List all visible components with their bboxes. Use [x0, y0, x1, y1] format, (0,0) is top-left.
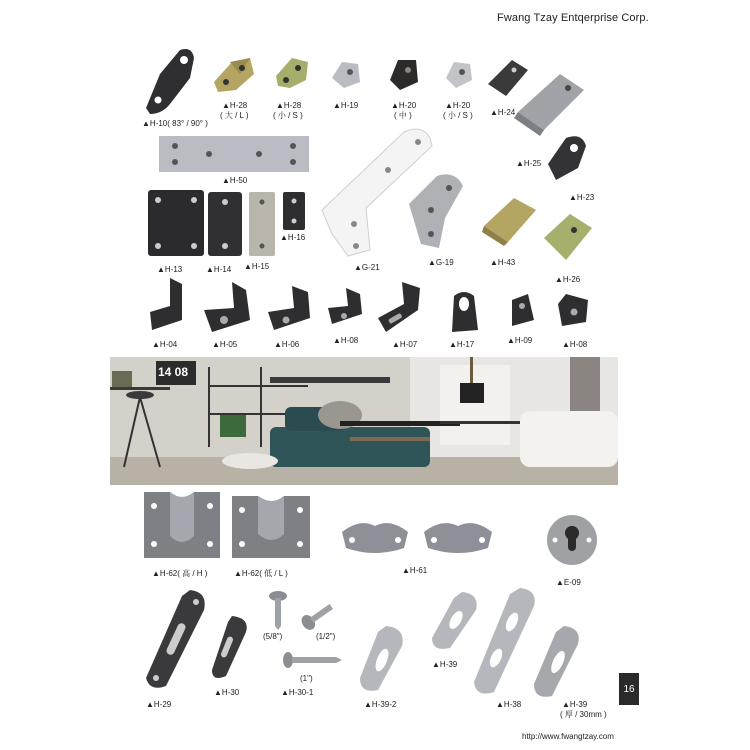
label-h25: ▲H-25 — [516, 159, 542, 168]
label-h08-alt: ▲H-08 — [562, 340, 588, 349]
label-h62-high: ▲H-62( 高 / H ) — [152, 569, 208, 578]
label-h28-large: ▲H-28 — [222, 101, 248, 110]
bracket-h04-image — [148, 276, 186, 334]
label-h23: ▲H-23 — [569, 193, 595, 202]
label-h19: ▲H-19 — [333, 101, 359, 110]
label-h08: ▲H-08 — [333, 336, 359, 345]
hanger-h30-image — [208, 614, 252, 682]
screw-1-2-image — [298, 598, 340, 632]
label-h28-large-size: ( 大 / L ) — [220, 111, 249, 120]
label-h26: ▲H-26 — [555, 275, 581, 284]
bracket-h09-image — [506, 292, 538, 330]
label-h09: ▲H-09 — [507, 336, 533, 345]
website-url[interactable]: http://www.fwangtzay.com — [522, 732, 614, 741]
plate-h15-image — [249, 192, 275, 256]
label-h62-low: ▲H-62( 低 / L ) — [234, 569, 288, 578]
bracket-h07-image — [376, 280, 428, 336]
label-h38: ▲H-38 — [496, 700, 522, 709]
label-h14: ▲H-14 — [206, 265, 232, 274]
screw-5-8-image — [266, 590, 290, 630]
plate-h50-image — [159, 136, 309, 172]
label-h39: ▲H-39 — [432, 660, 458, 669]
label-h13: ▲H-13 — [157, 265, 183, 274]
bracket-h26-image — [540, 208, 596, 268]
label-h07: ▲H-07 — [392, 340, 418, 349]
label-h39-2: ▲H-39-2 — [364, 700, 397, 709]
hanger-h39-thick-image — [530, 624, 584, 700]
screw-1-inch-image — [282, 650, 342, 670]
hanger-h62-high-image — [144, 492, 220, 558]
hanger-h61-b-image — [422, 518, 494, 556]
label-h06: ▲H-06 — [274, 340, 300, 349]
label-h16: ▲H-16 — [280, 233, 306, 242]
label-h28-small: ▲H-28 — [276, 101, 302, 110]
bracket-h23-image — [542, 128, 590, 184]
label-h50: ▲H-50 — [222, 176, 248, 185]
bracket-h20-small-image — [442, 56, 476, 92]
label-h28-small-size: ( 小 / S ) — [273, 111, 303, 120]
bracket-h28-large-image — [210, 52, 258, 94]
hanger-h61-a-image — [340, 518, 410, 556]
label-h05: ▲H-05 — [212, 340, 238, 349]
hanger-h39-2-image — [356, 624, 408, 694]
bracket-h17-image — [446, 288, 482, 338]
label-screw-1: (1") — [300, 674, 313, 683]
bracket-h20-medium-image — [386, 54, 422, 94]
wall-clock: 14 08 — [158, 365, 189, 379]
plate-h14-image — [208, 192, 242, 256]
label-screw-1-2: (1/2") — [316, 632, 336, 641]
label-g19: ▲G-19 — [428, 258, 454, 267]
company-name: Fwang Tzay Entqerprise Corp. — [497, 12, 649, 24]
plate-h16-image — [283, 192, 305, 230]
bracket-h06-image — [266, 282, 316, 334]
label-h30: ▲H-30 — [214, 688, 240, 697]
page-number: 16 — [619, 673, 639, 705]
label-h20-small-size: ( 小 / S ) — [443, 111, 473, 120]
label-h39-thick: ▲H-39 — [562, 700, 588, 709]
label-h24: ▲H-24 — [490, 108, 516, 117]
label-h20-medium: ▲H-20 — [391, 101, 417, 110]
label-h10: ▲H-10( 83° / 90° ) — [142, 119, 208, 128]
label-h39-thick-size: ( 厚 / 30mm ) — [560, 710, 607, 719]
bracket-h43-image — [480, 192, 540, 248]
label-h61: ▲H-61 — [402, 566, 428, 575]
label-g21: ▲G-21 — [354, 263, 380, 272]
label-h20-small: ▲H-20 — [445, 101, 471, 110]
corner-g19-image — [405, 170, 469, 252]
label-h29: ▲H-29 — [146, 700, 172, 709]
bracket-h28-small-image — [272, 52, 312, 92]
label-h43: ▲H-43 — [490, 258, 516, 267]
label-e09: ▲E-09 — [556, 578, 581, 587]
label-h04: ▲H-04 — [152, 340, 178, 349]
label-h30-1: ▲H-30-1 — [281, 688, 314, 697]
bracket-h05-image — [202, 280, 256, 334]
bracket-h19-image — [328, 56, 364, 92]
bracket-h08-image — [326, 286, 366, 328]
label-h17: ▲H-17 — [449, 340, 475, 349]
interior-photo — [110, 357, 618, 485]
bracket-h10-image — [140, 44, 198, 116]
label-h20-medium-size: ( 中 ) — [394, 111, 412, 120]
hanger-h29-image — [142, 588, 212, 692]
hanger-h62-low-image — [232, 496, 310, 558]
label-screw-5-8: (5/8") — [263, 632, 283, 641]
label-h15: ▲H-15 — [244, 262, 270, 271]
bracket-h08-alt-image — [556, 290, 594, 332]
keyhole-e09-image — [545, 513, 599, 567]
plate-h13-image — [148, 190, 204, 256]
